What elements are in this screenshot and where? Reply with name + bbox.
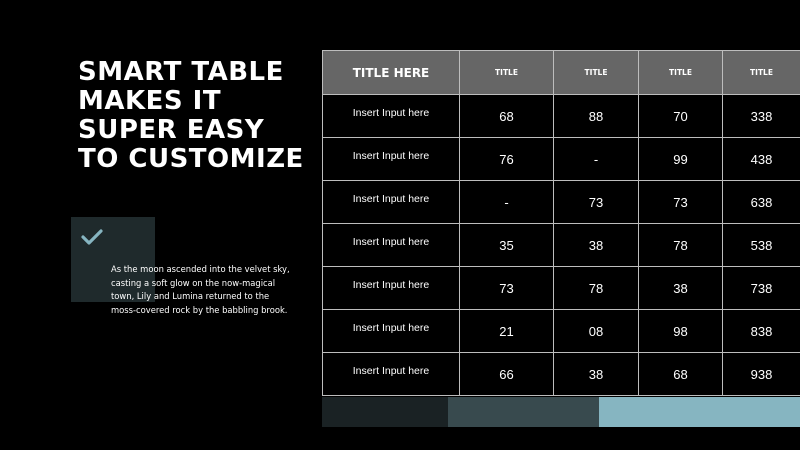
- table-cell: 68: [639, 353, 723, 396]
- row-label: Insert Input here: [323, 267, 460, 310]
- table-cell: 73: [639, 181, 723, 224]
- table-cell: -: [554, 138, 639, 181]
- table-row: [323, 138, 800, 181]
- table-cell: 21: [460, 310, 554, 353]
- slide-title: SMART TABLE MAKES IT SUPER EASY TO CUSTOMIZE: [78, 57, 304, 174]
- row-label: Insert Input here: [323, 224, 460, 267]
- row-label: Insert Input here: [323, 95, 460, 138]
- table-cell: 68: [460, 95, 554, 138]
- table-row: [323, 181, 800, 224]
- table-cell: 73: [554, 181, 639, 224]
- color-bar-mid: [448, 397, 599, 427]
- table-cell: 738: [723, 267, 800, 310]
- table-cell: -: [460, 181, 554, 224]
- row-label: Insert Input here: [323, 181, 460, 224]
- table-cell: 538: [723, 224, 800, 267]
- row-label: Insert Input here: [323, 310, 460, 353]
- table-cell: 66: [460, 353, 554, 396]
- table-cell: 70: [639, 95, 723, 138]
- column-header: TITLE: [554, 51, 639, 95]
- column-header: TITLE: [639, 51, 723, 95]
- table-row: [323, 353, 800, 396]
- table-cell: 98: [639, 310, 723, 353]
- smart-table: [322, 50, 800, 396]
- table-cell: 338: [723, 95, 800, 138]
- column-header: TITLE HERE: [323, 51, 460, 95]
- table-row: [323, 267, 800, 310]
- table-cell: 438: [723, 138, 800, 181]
- table-cell: 35: [460, 224, 554, 267]
- table-cell: 78: [554, 267, 639, 310]
- row-label: Insert Input here: [323, 138, 460, 181]
- table-cell: 38: [554, 224, 639, 267]
- table-cell: 38: [639, 267, 723, 310]
- color-bar-dark: [322, 397, 448, 427]
- table-header-row: [323, 51, 800, 95]
- table-row: [323, 95, 800, 138]
- table-cell: 938: [723, 353, 800, 396]
- row-label: Insert Input here: [323, 353, 460, 396]
- checkmark-icon: [81, 228, 103, 246]
- table-cell: 88: [554, 95, 639, 138]
- table-cell: 76: [460, 138, 554, 181]
- table-cell: 99: [639, 138, 723, 181]
- description-text: As the moon ascended into the velvet sky, casting a soft glow on the now-magical town, Lily and Lumina returned to the moss-covered rock by the babbling brook.: [111, 264, 290, 315]
- column-header: TITLE: [723, 51, 800, 95]
- column-header: TITLE: [460, 51, 554, 95]
- table-cell: 78: [639, 224, 723, 267]
- table-row: [323, 224, 800, 267]
- table-cell: 638: [723, 181, 800, 224]
- table-cell: 38: [554, 353, 639, 396]
- table-cell: 08: [554, 310, 639, 353]
- color-bar-light: [599, 397, 800, 427]
- table-cell: 73: [460, 267, 554, 310]
- table-row: [323, 310, 800, 353]
- table-cell: 838: [723, 310, 800, 353]
